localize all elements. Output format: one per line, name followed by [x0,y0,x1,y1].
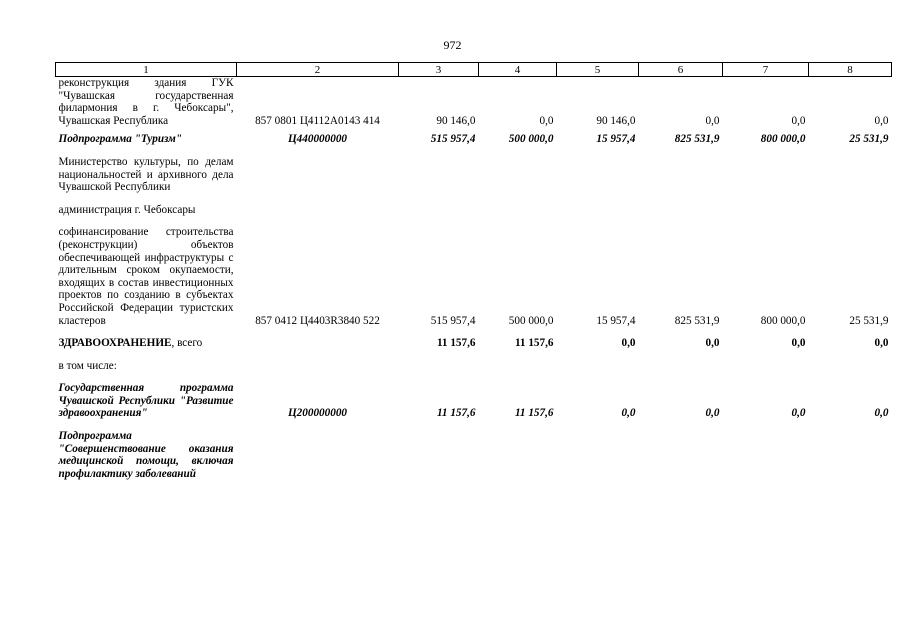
value-cell: 0,0 [705,407,720,420]
value-cell: 0,0 [539,114,554,127]
table-row [56,77,892,128]
value-cell: 0,0 [874,407,889,420]
value-cell [479,146,557,194]
row-name: софинансирование строительства (реконструкции) объектов обеспечивающей инфраструктуры с длительным сроком окупаемости, входящих в состав инвестиционных проектов по созданию в субъектах Российской Федерации туристских кластеров [58,226,234,327]
value-cell [557,420,639,480]
value-cell [557,194,639,217]
value-cell: 11 157,6 [514,407,554,420]
value-cell [809,350,892,373]
budget-table [55,62,892,480]
value-cell [723,350,809,373]
value-cell [809,420,892,480]
value-cell: 0,0 [705,337,720,350]
row-name: Министерство культуры, по делам национальностей и архивного дела Чувашской Республики [58,155,234,194]
value-cell: 500 000,0 [508,133,554,146]
table-row [56,420,892,480]
value-cell: 25 531,9 [849,133,889,146]
value-cell: 500 000,0 [508,314,554,327]
row-code [237,146,399,194]
value-cell: 25 531,9 [849,314,889,327]
value-cell [639,194,723,217]
table-row [56,327,892,350]
section-title-suffix: , всего [171,337,203,350]
value-cell: 11 157,6 [436,407,476,420]
value-cell: 0,0 [791,407,806,420]
value-cell [723,194,809,217]
value-cell [479,194,557,217]
value-cell [399,350,479,373]
value-cell [639,146,723,194]
column-header: 7 [723,63,809,77]
value-cell: 0,0 [791,114,806,127]
column-number-header [56,63,892,77]
value-cell: 800 000,0 [760,133,806,146]
value-cell: 90 146,0 [596,114,636,127]
value-cell: 90 146,0 [436,114,476,127]
value-cell: 0,0 [874,337,889,350]
value-cell: 0,0 [791,337,806,350]
row-name: администрация г. Чебоксары [58,203,196,216]
row-code: 857 0412 Ц4403R3840 522 [255,314,380,327]
value-cell: 0,0 [621,407,636,420]
page-number: 972 [443,38,462,52]
row-name [56,327,237,350]
table-row [56,127,892,146]
row-code [237,420,399,480]
value-cell [723,420,809,480]
value-cell [639,420,723,480]
value-cell [557,146,639,194]
column-header: 4 [479,63,557,77]
row-code [237,350,399,373]
value-cell: 15 957,4 [596,133,636,146]
value-cell: 0,0 [705,114,720,127]
value-cell [809,146,892,194]
row-code: Ц440000000 [287,133,348,146]
value-cell: 515 957,4 [430,314,476,327]
table-row [56,350,892,373]
value-cell [723,146,809,194]
table-row [56,216,892,327]
row-code: Ц200000000 [287,407,348,420]
row-name: в том числе: [58,359,117,372]
value-cell: 11 157,6 [514,337,554,350]
column-header: 1 [56,63,237,77]
table-row [56,372,892,420]
value-cell: 825 531,9 [674,314,720,327]
row-code [237,327,399,350]
row-name: Подпрограмма "Туризм" [58,133,183,146]
table-row [56,194,892,217]
value-cell [399,420,479,480]
value-cell: 515 957,4 [430,133,476,146]
column-header: 5 [557,63,639,77]
row-code [237,194,399,217]
value-cell: 800 000,0 [760,314,806,327]
row-name: Государственная программа Чувашской Республики "Развитие здравоохранения" [58,382,234,420]
column-header: 8 [809,63,892,77]
value-cell: 825 531,9 [674,133,720,146]
value-cell: 11 157,6 [436,337,476,350]
value-cell [479,350,557,373]
row-name: Подпрограмма "Совершенствование оказания медицинской помощи, включая профилактику заболеваний [58,430,234,480]
value-cell: 0,0 [621,337,636,350]
value-cell [639,350,723,373]
column-header: 6 [639,63,723,77]
value-cell [809,194,892,217]
row-code: 857 0801 Ц4112А0143 414 [255,114,380,127]
column-header: 2 [237,63,399,77]
value-cell: 0,0 [874,114,889,127]
row-name: реконструкция здания ГУК "Чувашская государственная филармония в г. Чебоксары", Чувашская Республика [58,77,234,127]
value-cell [399,146,479,194]
value-cell [479,420,557,480]
value-cell [399,194,479,217]
value-cell: 15 957,4 [596,314,636,327]
table-row [56,146,892,194]
column-header: 3 [399,63,479,77]
value-cell [557,350,639,373]
section-title: ЗДРАВООХРАНЕНИЕ [58,337,172,350]
